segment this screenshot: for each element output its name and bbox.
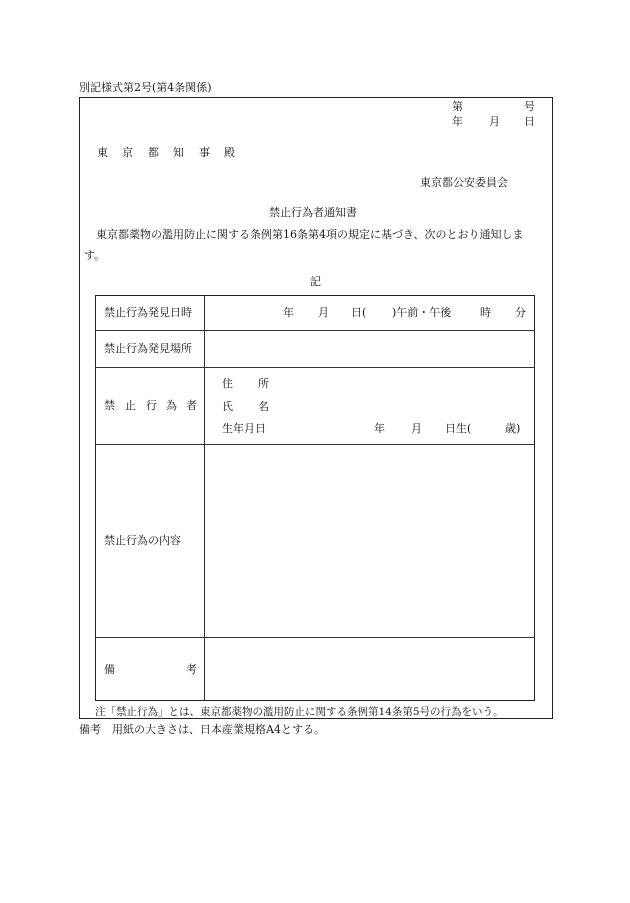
remarks-label-b: 考 [186, 663, 197, 676]
remarks-label-a: 備 [104, 663, 115, 676]
addressee-char: 知 [173, 146, 184, 159]
row1-month: 月 [318, 306, 329, 319]
paper-size-remark: 備考 用紙の大きさは、日本産業規格A4とする。 [79, 723, 325, 736]
birth-month: 月 [411, 422, 422, 435]
label-char: 行 [146, 399, 157, 412]
label-discovery-datetime: 禁止行為発見日時 [104, 306, 192, 319]
body-line-2: す。 [84, 249, 106, 262]
birthdate-label: 生年月日 [222, 422, 266, 435]
addressee-char: 都 [148, 146, 159, 159]
addressee-char: 京 [122, 146, 133, 159]
addressee-char: 殿 [224, 146, 235, 159]
row1-year: 年 [283, 306, 294, 319]
label-conduct-details: 禁止行為の内容 [104, 534, 181, 547]
document-title: 禁止行為者通知書 [269, 206, 357, 219]
name-label-b: 名 [258, 400, 269, 413]
address-label-b: 所 [258, 377, 269, 390]
date-month: 月 [489, 115, 500, 128]
birth-age: 歳) [505, 422, 521, 435]
addressee-char: 事 [199, 146, 210, 159]
date-year: 年 [452, 115, 463, 128]
sender: 東京都公安委員会 [420, 176, 508, 189]
number-prefix: 第 [452, 100, 463, 113]
row1-ampm: )午前・午後 [392, 306, 452, 319]
label-char: 禁 [104, 399, 115, 412]
table-row-divider [95, 637, 535, 638]
table-row-divider [95, 444, 535, 445]
ki-mark: 記 [310, 275, 321, 288]
label-char: 為 [166, 399, 177, 412]
birth-year: 年 [374, 422, 385, 435]
row1-day: 日( [351, 306, 367, 319]
label-char: 者 [186, 399, 197, 412]
row1-hour: 時 [480, 306, 491, 319]
body-line-1: 東京都薬物の濫用防止に関する条例第16条第4項の規定に基づき、次のとおり通知しま [96, 228, 524, 241]
footnote: 注「禁止行為」とは、東京都薬物の濫用防止に関する条例第14条第5号の行為をいう。 [95, 706, 504, 718]
table-row-divider [95, 367, 535, 368]
number-suffix: 号 [524, 100, 535, 113]
label-char: 止 [125, 399, 136, 412]
row1-minute: 分 [515, 306, 526, 319]
table-column-divider [204, 295, 205, 701]
name-label-a: 氏 [222, 400, 233, 413]
notification-table [95, 295, 535, 701]
birth-day: 日生( [445, 422, 472, 435]
date-day: 日 [524, 115, 535, 128]
table-row-divider [95, 330, 535, 331]
addressee-char: 東 [97, 146, 108, 159]
label-discovery-place: 禁止行為発見場所 [104, 342, 192, 355]
address-label-a: 住 [222, 377, 233, 390]
form-label: 別記様式第2号(第4条関係) [79, 81, 212, 94]
